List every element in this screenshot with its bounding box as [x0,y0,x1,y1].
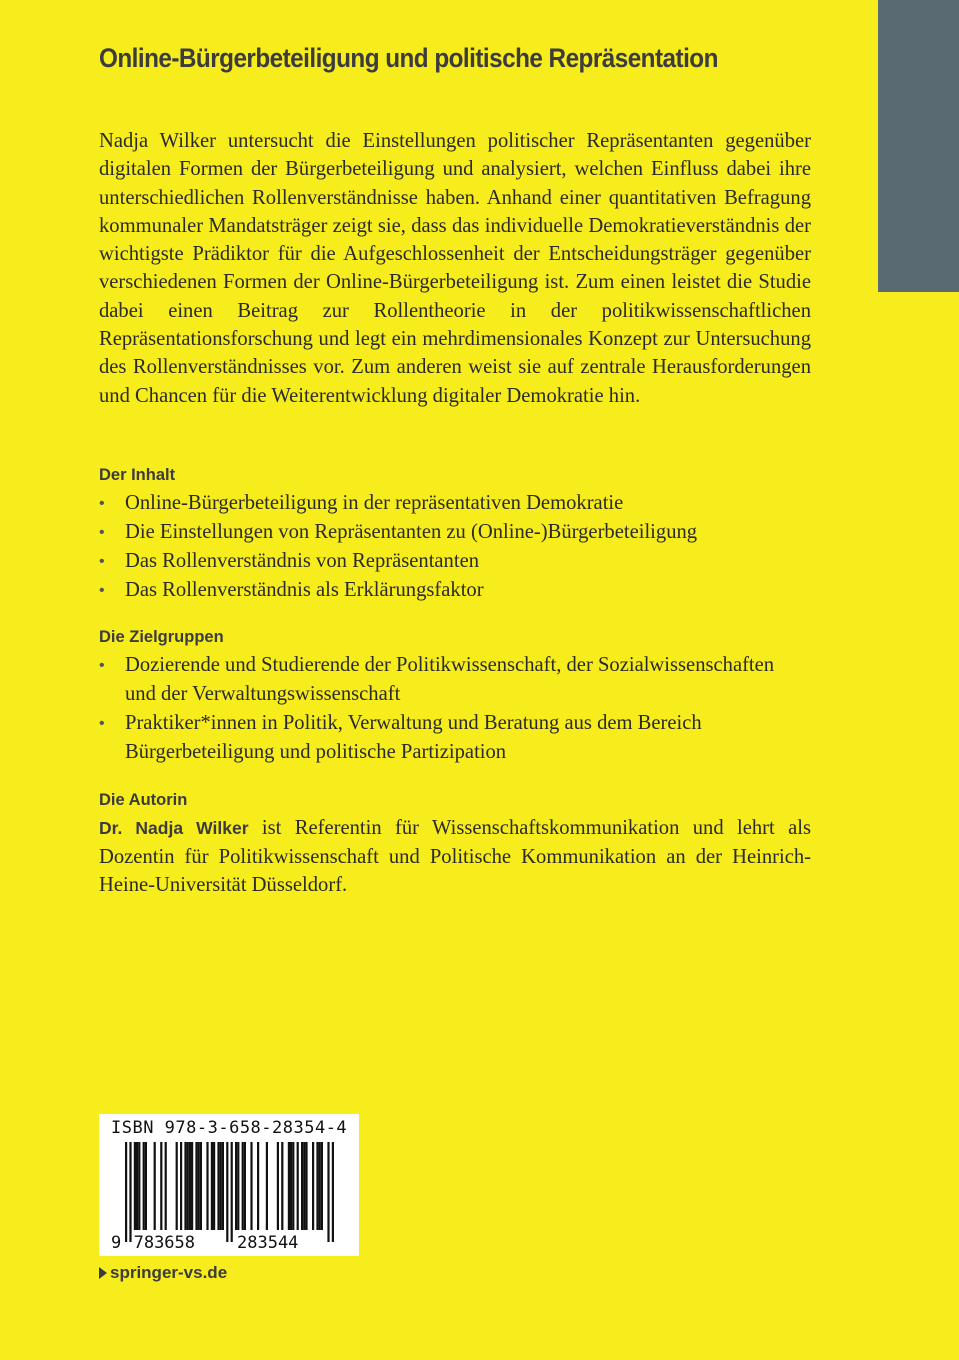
barcode-bar [195,1142,197,1230]
barcode-bar [292,1142,294,1230]
barcode-bar [143,1142,145,1230]
barcode-bar [145,1142,147,1230]
barcode-bar [297,1142,299,1230]
barcode-bar [160,1142,162,1230]
barcode-bar [257,1142,259,1230]
barcode-bar [176,1142,178,1230]
audience-list [99,651,789,767]
barcode-bar [316,1142,318,1230]
barcode-bar [277,1142,279,1230]
contents-heading: Der Inhalt [99,466,176,484]
author-name: Dr. Nadja Wilker [99,818,249,838]
barcode-bar [242,1142,244,1230]
author-heading: Die Autorin [99,791,188,809]
barcode-bar [226,1142,228,1242]
barcode-bar [266,1142,268,1230]
contents-item: • Das Rollenverständnis als Erklärungsfaktor [99,576,819,605]
barcode-bar [319,1142,321,1230]
barcode-bar [206,1142,208,1230]
barcode-digit: 783658 [133,1233,196,1253]
isbn-label: ISBN 978-3-658-28354-4 [111,1118,348,1138]
contents-item: • Die Einstellungen von Repräsentanten zu (Online-)Bürgerbeteiligung [99,518,819,547]
publisher-url: springer-vs.de [110,1263,228,1282]
barcode-bar [220,1142,222,1230]
barcode-bar [136,1142,138,1230]
barcode-bar [301,1142,303,1230]
barcode-bar [217,1142,219,1230]
barcode-bar [290,1142,292,1230]
barcode-bar [303,1142,305,1230]
barcode-bar [180,1142,182,1230]
contents-item: • Online-Bürgerbeteiligung in der repräsentativen Demokratie [99,489,819,518]
author-bio [99,814,811,900]
barcode-bar [327,1142,329,1242]
barcode-bar [250,1142,252,1230]
publisher-link[interactable] [99,1262,227,1284]
barcode-bar [244,1142,246,1230]
barcode-digit: 283544 [237,1233,299,1253]
barcode-bar [189,1142,191,1230]
arrow-right-icon [99,1267,107,1279]
barcode-bar [305,1142,307,1230]
barcode-bar [129,1142,131,1242]
author-bio-text: ist Referentin für Wissenschaftskommunikation und lehrt als Dozentin für Politikwissenschaft und Politische Kommunikation an der Heinrich-Heine-Universität Düsseldorf. [99,817,811,897]
barcode-bar [165,1142,167,1230]
barcode-bar [332,1142,334,1242]
book-description: Nadja Wilker untersucht die Einstellungen politischer Repräsentanten gegenüber digitalen Formen der Bürgerbeteiligung und analysiert, welchen Einfluss dabei ihre unterschiedlichen Rollenverständnisse haben. Anhand einer quantitativen Befragung kommunaler Mandatsträger zeigt sie, dass das individuelle Demokratieverständnis der wichtigste Prädiktor für die Aufgeschlossenheit der Entscheidungsträger gegenüber verschiedenen Formen der Online-Bürgerbeteiligung ist. Zum einen leistet die Studie dabei einen Beitrag zur Rollentheorie in der politikwissenschaftlichen Repräsentationsforschung und legt ein mehrdimensionales Konzept zur Untersuchung des Rollenverständnisses vor. Zum anderen weist sie auf zentrale Herausforderungen und Chancen für die Weiterentwicklung digitaler Demokratie hin. [99,130,811,407]
barcode-bar [154,1142,156,1230]
audience-heading: Die Zielgruppen [99,628,224,646]
audience-item: • Praktiker*innen in Politik, Verwaltung und Beratung aus dem Bereich Bürgerbeteiligung und politische Partizipation [99,709,789,767]
barcode-bar [222,1142,224,1230]
barcode-bar [312,1142,314,1230]
barcode-bar [184,1142,186,1230]
barcode-bar [200,1142,202,1230]
isbn-barcode [99,1114,359,1256]
barcode-bar [138,1142,140,1230]
barcode-bar [237,1142,239,1230]
audience-item: • Dozierende und Studierende der Politikwissenschaft, der Sozialwissenschaften und der Verwaltungswissenschaft [99,651,789,709]
barcode-bar [125,1142,127,1242]
side-color-tab [878,0,959,292]
barcode-bar [281,1142,283,1230]
barcode-bar [321,1142,323,1230]
contents-list [99,489,819,605]
barcode-bar [235,1142,237,1230]
barcode-bar [187,1142,189,1230]
contents-item: • Das Rollenverständnis von Repräsentanten [99,547,819,576]
barcode-bar [134,1142,136,1230]
barcode-bar [213,1142,215,1230]
barcode-digit: 9 [111,1233,122,1253]
barcode-bar [288,1142,290,1230]
barcode-bar [211,1142,213,1230]
barcode-bar [231,1142,233,1242]
barcode-bar [198,1142,200,1230]
barcode-bar [191,1142,193,1230]
book-title: Online-Bürgerbeteiligung und politische Repräsentation [99,43,718,73]
